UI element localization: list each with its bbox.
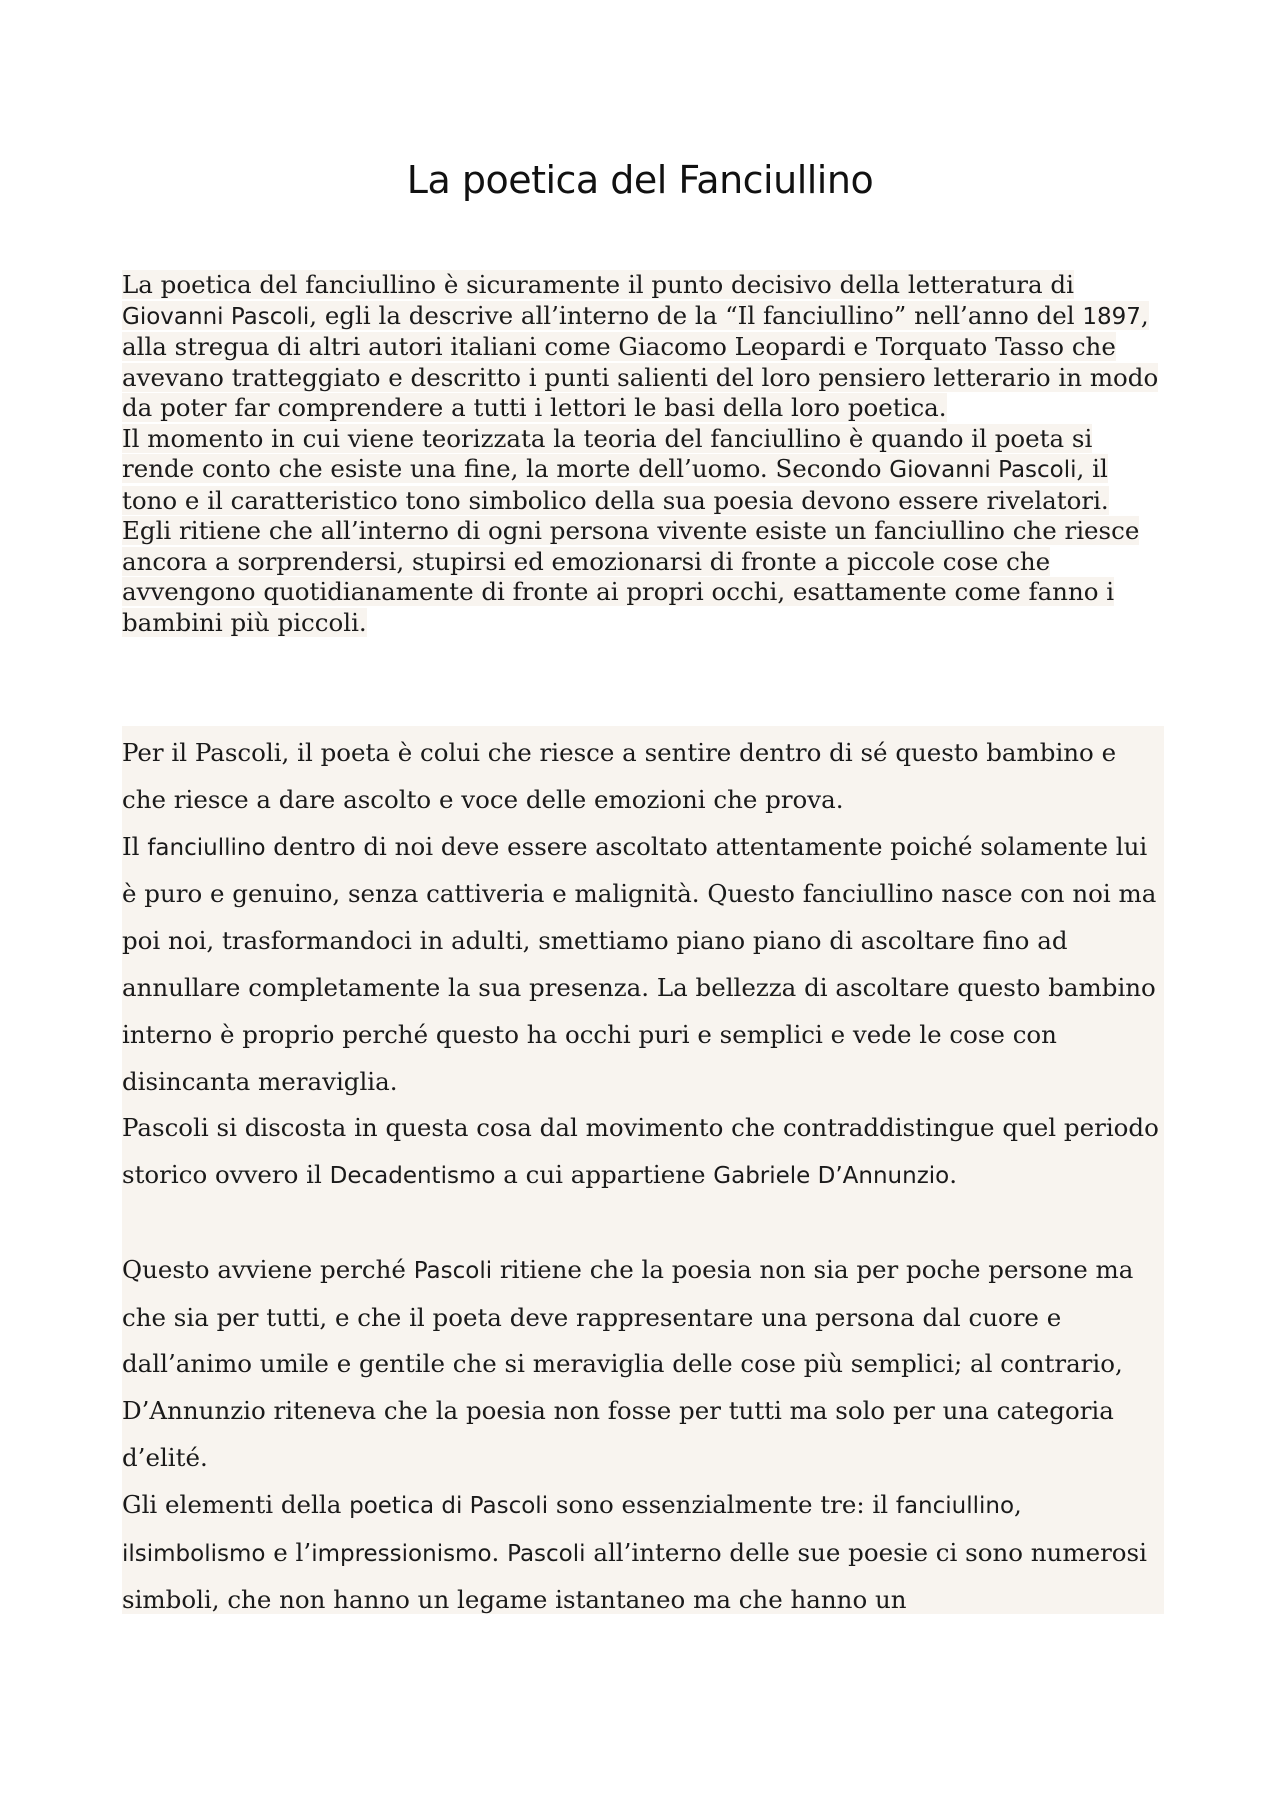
text-run: , [1014,1489,1022,1519]
intro-section [122,270,1162,638]
link-pascoli[interactable]: Pascoli [413,1257,493,1284]
body-paragraph-1: Per il Pascoli, il poeta è colui che riesce a sentire dentro di sé questo bambino e che riesce a dare ascolto e voce delle emozioni che prova. [122,738,1117,814]
body-paragraph-3 [122,1105,1164,1200]
body-paragraph-4 [122,1247,1164,1482]
link-poetica-di-pascoli[interactable]: poetica di Pascoli [349,1492,549,1519]
body-section [122,726,1164,1614]
link-fanciullino[interactable]: fanciullino [147,834,266,861]
page-title: La poetica del Fanciullino [406,158,874,202]
text-run: all’interno delle sue poesie ci sono numerosi simboli, che non hanno un legame istantaneo ma che hanno un [122,1537,1147,1615]
text-run: Gli elementi della [122,1489,350,1519]
text-run: , il tono e il caratteristico tono simbolico della sua poesia devono essere rivelatori. [122,454,1109,515]
text-run: Questo avviene perché [122,1254,414,1284]
text-run: . [491,1537,508,1567]
link-impressionismo[interactable]: impressionismo [311,1540,492,1567]
link-gabriele-dannunzio[interactable]: Gabriele D’Annunzio [713,1163,950,1190]
year-1897: 1897 [1082,303,1141,330]
text-run: Egli ritiene che all’interno di ogni persona vivente esiste un fanciullino che riesce ancora a sorprendersi, stupirsi ed emozionarsi di fronte a piccole cose che avvengono quotidianamente di fronte ai propri occhi, esattamente come fanno i bambini più piccoli. [122,516,1140,637]
text-run: . [949,1160,958,1190]
intro-paragraph-1 [122,270,1162,424]
intro-paragraph-2 [122,424,1162,517]
link-giovanni-pascoli[interactable]: Giovanni Pascoli [122,303,310,330]
text-run: dentro di noi deve essere ascoltato attentamente poiché solamente lui è puro e genuino, senza cattiveria e malignità. Questo fanciullino nasce con noi ma poi noi, trasformandoci in adulti, smettiamo piano piano di ascoltare fino ad annullare completamente la sua presenza. La bellezza di ascoltare questo bambino interno è proprio perché questo ha occhi puri e semplici e vede le cose con disincanta meraviglia. [122,831,1157,1096]
text-run: Pascoli si discosta in questa cosa dal movimento che contraddistingue quel periodo storico ovvero il [122,1113,1159,1190]
intro-paragraph-3 [122,516,1162,638]
link-fanciullino-2[interactable]: fanciullino [895,1492,1015,1519]
link-giovanni-pascoli-2[interactable]: Giovanni Pascoli [889,457,1077,483]
text-run: a cui appartiene [495,1160,714,1190]
text-run: ritiene che la poesia non sia per poche persone ma che sia per tutti, e che il poeta deve rappresentare una persona dal cuore e dall’animo umile e gentile che si meraviglia delle cose più semplici; al contrario, D’Annunzio riteneva che la poesia non fosse per tutti ma solo per una categoria d’elité. [122,1254,1134,1472]
text-run: , alla stregua di altri autori italiani come Giacomo Leopardi e Torquato Tasso che avevano tratteggiato e descritto i punti salienti del loro pensiero letterario in modo da poter far comprendere a tutti i lettori le basi della loro poetica. [122,300,1159,422]
text-run: e l’ [265,1537,312,1567]
text-run: La poetica del fanciullino è sicuramente il punto decisivo della letteratura di [122,270,1074,299]
text-run: Il [122,831,148,861]
text-run: sono essenzialmente tre: il [548,1489,896,1519]
link-pascoli-2[interactable]: Pascoli [507,1540,586,1567]
blank-line [122,1200,1164,1247]
body-paragraph-5 [122,1482,1164,1624]
link-simbolismo[interactable]: ilsimbolismo [122,1540,266,1567]
body-paragraph-2 [122,824,1164,1106]
link-decadentismo[interactable]: Decadentismo [329,1163,496,1190]
text-run: , egli la descrive all’interno de la “Il fanciullino” nell’anno del [309,300,1083,330]
text-run: Il momento in cui viene teorizzata la teoria del fanciullino è quando il poeta si rende conto che esiste una fine, la morte dell’uomo. Secondo [122,423,1093,483]
